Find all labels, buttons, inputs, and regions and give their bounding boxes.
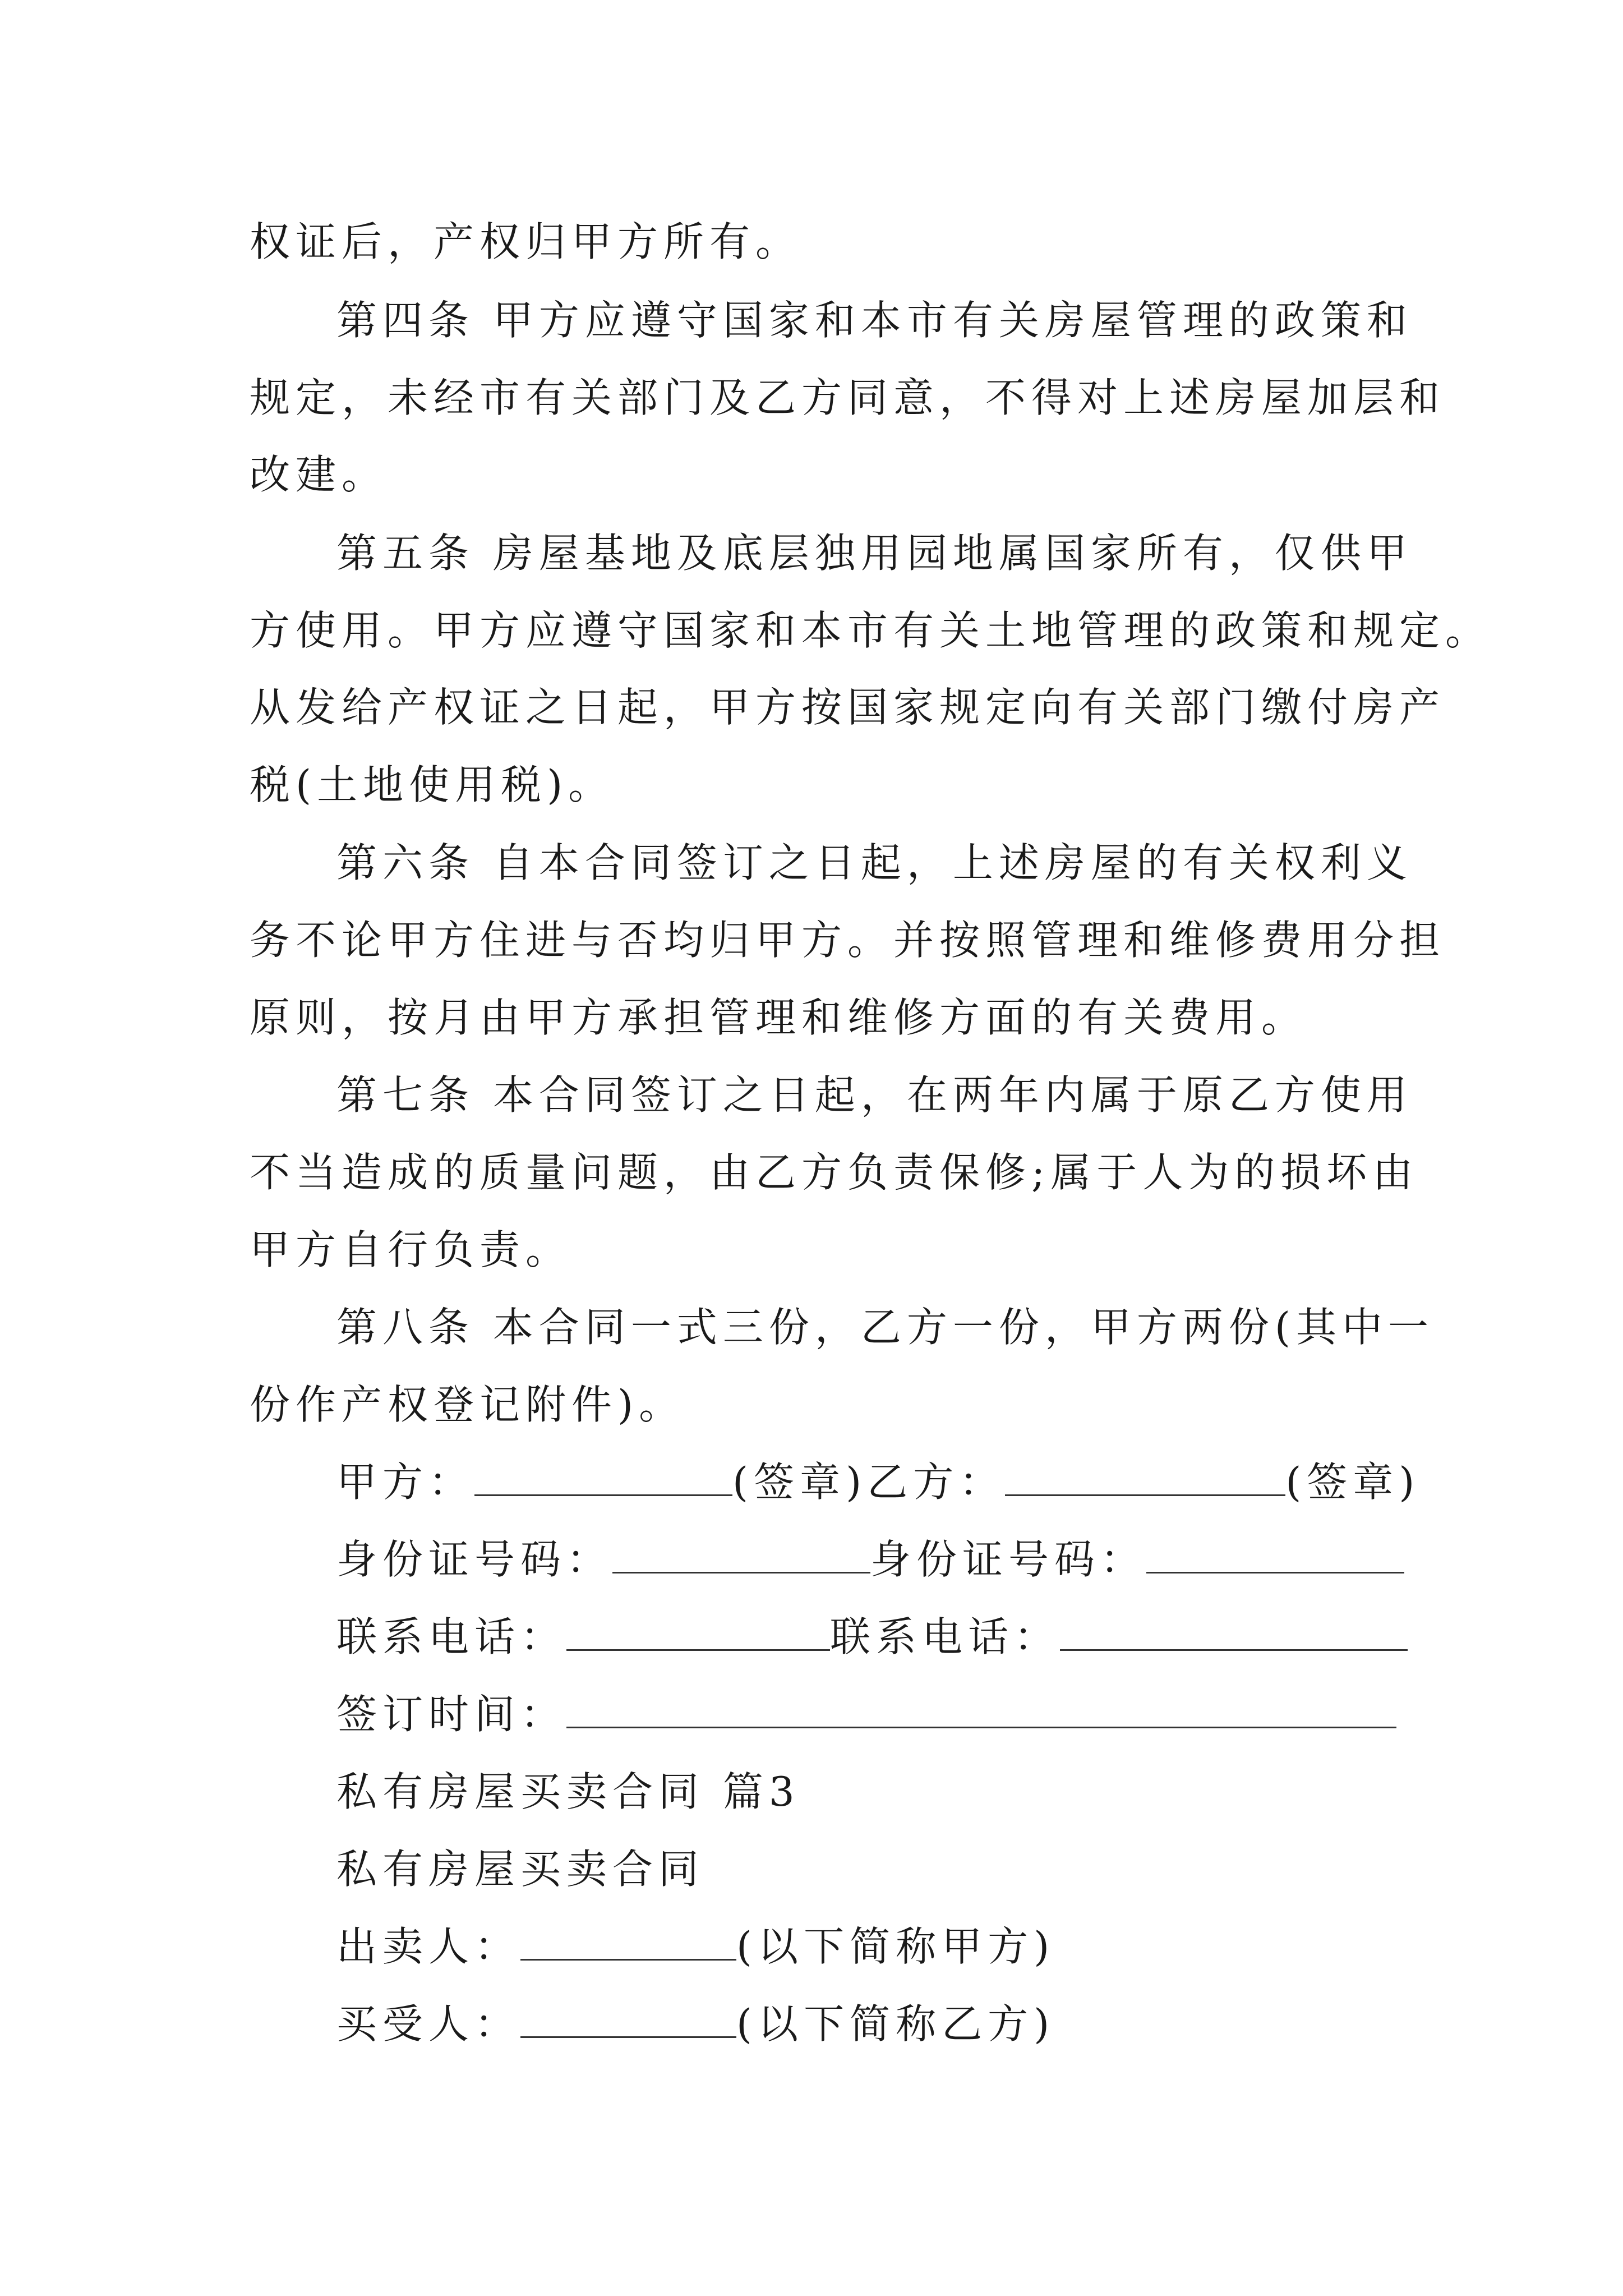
id-a-label: 身份证号码： [336, 1536, 613, 1583]
article-7-line-3: 甲方自行负责。 [250, 1226, 572, 1273]
article-5-line-1: 第五条 房屋基地及底层独用园地属国家所有，仅供甲 [336, 530, 1413, 577]
seller-row [336, 1923, 1055, 1970]
phone-b-blank[interactable] [1060, 1617, 1408, 1651]
article-5-line-2: 方使用。甲方应遵守国家和本市有关土地管理的政策和规定。 [250, 607, 1492, 654]
article-4-line-2: 规定，未经市有关部门及乙方同意，不得对上述房屋加层和 [250, 374, 1446, 421]
article-4-line-3: 改建。 [250, 451, 388, 498]
seller-note: (以下简称甲方) [736, 1923, 1055, 1970]
phone-a-label: 联系电话： [336, 1613, 567, 1660]
article-4-line-1: 第四条 甲方应遵守国家和本市有关房屋管理的政策和 [336, 297, 1413, 344]
date-label: 签订时间： [336, 1691, 567, 1738]
party-b-signature-blank[interactable] [1005, 1462, 1285, 1496]
date-blank[interactable] [566, 1694, 1396, 1728]
party-a-signature-blank[interactable] [474, 1462, 732, 1496]
article-8-line-1: 第八条 本合同一式三份，乙方一份，甲方两份(其中一 [336, 1304, 1434, 1351]
id-b-label: 身份证号码： [870, 1536, 1147, 1583]
contract-title: 私有房屋买卖合同 [336, 1846, 705, 1893]
article-6-line-3: 原则，按月由甲方承担管理和维修方面的有关费用。 [250, 994, 1308, 1041]
seller-blank[interactable] [520, 1926, 736, 1961]
party-b-label: 乙方： [867, 1458, 1006, 1506]
article-7-line-2: 不当造成的质量问题，由乙方负责保修;属于人为的损坏由 [250, 1149, 1419, 1196]
party-a-seal: (签章) [732, 1458, 868, 1506]
article-6-line-1: 第六条 自本合同签订之日起，上述房屋的有关权利义 [336, 839, 1413, 886]
signature-date-row [336, 1691, 1396, 1738]
phone-b-label: 联系电话： [830, 1613, 1061, 1660]
party-a-label: 甲方： [336, 1458, 475, 1506]
article-5-line-3: 从发给产权证之日起，甲方按国家规定向有关部门缴付房产 [250, 684, 1446, 731]
party-b-seal: (签章) [1285, 1458, 1421, 1506]
article-5-line-4: 税(土地使用税)。 [250, 761, 615, 808]
id-b-blank[interactable] [1146, 1539, 1404, 1573]
buyer-row [336, 2000, 1055, 2047]
buyer-label: 买受人： [336, 2000, 521, 2047]
section-heading: 私有房屋买卖合同 篇3 [336, 1768, 800, 1815]
article-8-line-2: 份作产权登记附件)。 [250, 1381, 685, 1428]
phone-a-blank[interactable] [566, 1617, 830, 1651]
seller-label: 出卖人： [336, 1923, 521, 1970]
signature-id-row [336, 1536, 1404, 1583]
buyer-note: (以下简称乙方) [736, 2000, 1055, 2047]
signature-phone-row [336, 1613, 1408, 1660]
signature-parties-row [336, 1458, 1421, 1506]
article-7-line-1: 第七条 本合同签订之日起，在两年内属于原乙方使用 [336, 1071, 1413, 1119]
buyer-blank[interactable] [520, 2004, 736, 2038]
paragraph-line: 权证后，产权归甲方所有。 [250, 218, 802, 265]
id-a-blank[interactable] [612, 1539, 870, 1573]
article-6-line-2: 务不论甲方住进与否均归甲方。并按照管理和维修费用分担 [250, 917, 1446, 964]
